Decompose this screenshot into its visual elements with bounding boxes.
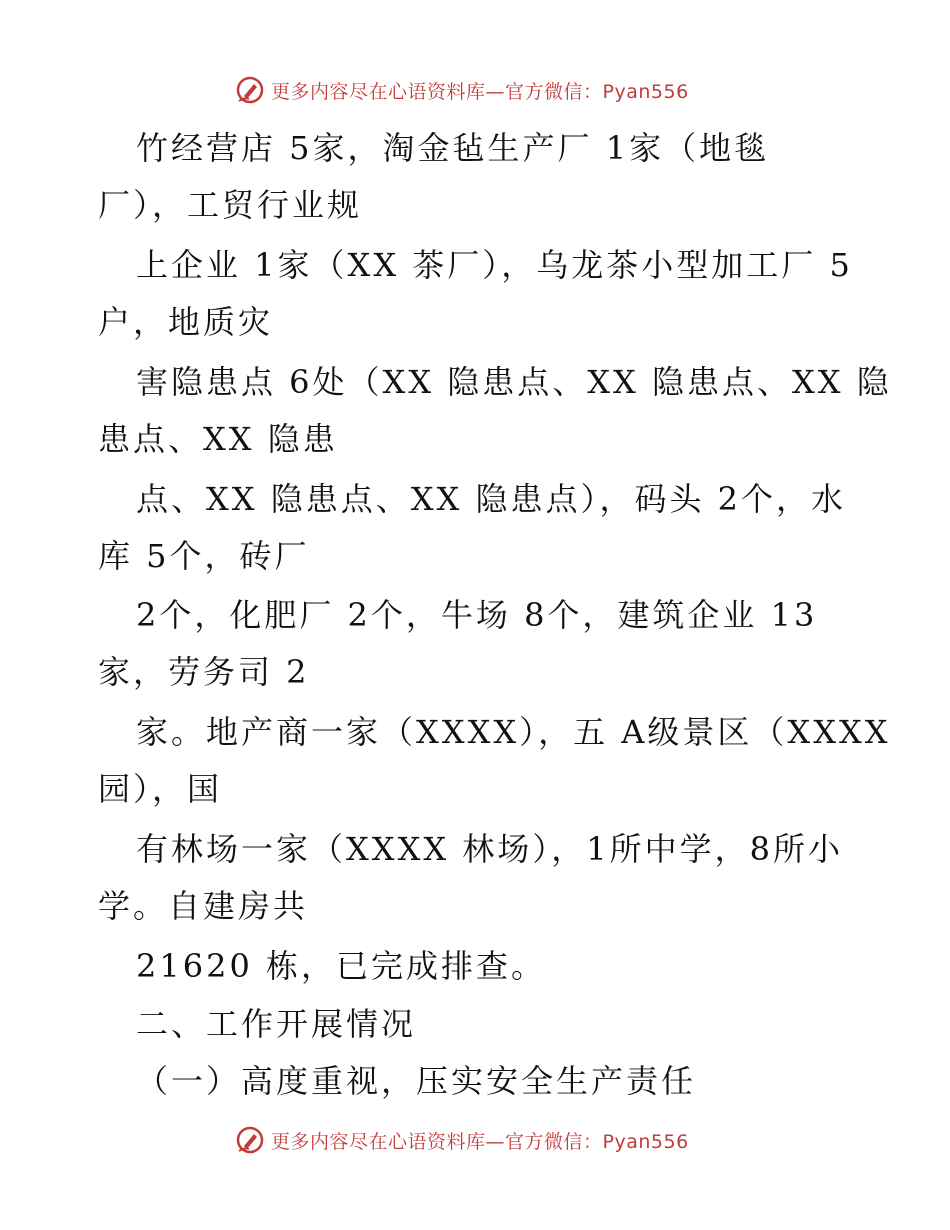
- body-line: 竹经营店 5家，淘金毡生产厂 1家（地毯: [136, 129, 770, 167]
- body-line: 户，地质灾: [98, 303, 274, 341]
- body-line: 患点、XX 隐患: [98, 420, 338, 458]
- watermark-text: 更多内容尽在心语资料库—官方微信：Pyan556: [271, 1130, 689, 1153]
- body-line: 21620 栋，已完成排查。: [136, 947, 546, 985]
- body-line: 有林场一家（XXXX 林场），1所中学，8所小: [136, 830, 844, 868]
- pen-circle-logo-icon: [235, 1125, 265, 1155]
- body-line: 害隐患点 6处（XX 隐患点、XX 隐患点、XX 隐: [136, 363, 892, 401]
- body-line: 园），国: [98, 770, 223, 808]
- section-heading: 二、工作开展情况: [136, 1005, 417, 1043]
- body-line: 2个，化肥厂 2个，牛场 8个，建筑企业 13: [136, 596, 818, 634]
- footer-watermark: [235, 1123, 689, 1157]
- watermark-text: 更多内容尽在心语资料库—官方微信：Pyan556: [271, 80, 689, 103]
- body-line: 厂），工贸行业规: [98, 186, 363, 224]
- body-line: 家。地产商一家（XXXX），五 A级景区（XXXX: [136, 713, 891, 751]
- body-line: 上企业 1家（XX 茶厂），乌龙茶小型加工厂 5: [136, 246, 853, 284]
- body-line: 库 5个，砖厂: [98, 537, 310, 575]
- body-line: 学。自建房共: [98, 887, 309, 925]
- body-line: 点、XX 隐患点、XX 隐患点），码头 2个，水: [136, 480, 847, 518]
- subsection-heading: （一）高度重视，压实安全生产责任: [136, 1062, 697, 1100]
- body-line: 家，劳务司 2: [98, 653, 310, 691]
